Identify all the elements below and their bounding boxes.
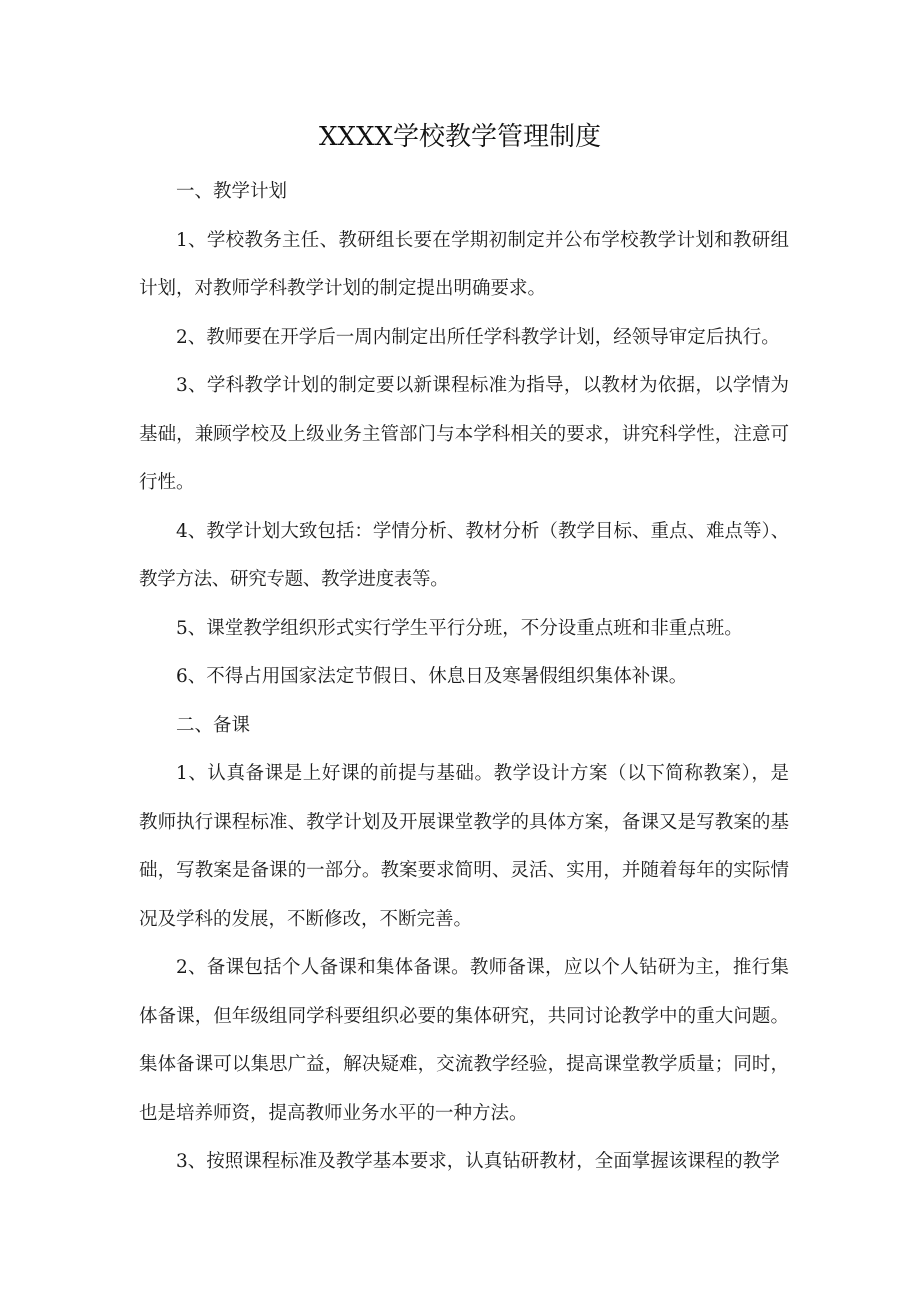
paragraph: 1、认真备课是上好课的前提与基础。教学设计方案（以下简称教案），是教师执行课程标准、教学计划及开展课堂教学的具体方案，备课又是写教案的基础，写教案是备课的一部分。教案要求简明、灵活、实用，并随着每年的实际情况及学科的发展，不断修改，不断完善。 xyxy=(139,763,789,930)
paragraph: 1、学校教务主任、教研组长要在学期初制定并公布学校教学计划和教研组计划，对教师学科教学计划的制定提出明确要求。 xyxy=(139,229,789,299)
section-heading: 一、教学计划 xyxy=(176,181,288,202)
paragraph: 3、学科教学计划的制定要以新课程标准为指导，以教材为依据，以学情为基础，兼顾学校及上级业务主管部门与本学科相关的要求，讲究科学性，注意可行性。 xyxy=(139,375,789,493)
paragraph: 4、教学计划大致包括：学情分析、教材分析（教学目标、重点、难点等）、教学方法、研究专题、教学进度表等。 xyxy=(139,520,789,590)
paragraph: 2、教师要在开学后一周内制定出所任学科教学计划，经领导审定后执行。 xyxy=(176,326,780,348)
paragraph: 5、课堂教学组织形式实行学生平行分班，不分设重点班和非重点班。 xyxy=(176,617,743,639)
paragraph: 3、按照课程标准及教学基本要求，认真钻研教材，全面掌握该课程的教学 xyxy=(176,1151,780,1172)
document-body xyxy=(139,168,789,1187)
paragraph: 2、备课包括个人备课和集体备课。教师备课，应以个人钻研为主，推行集体备课，但年级组同学科要组织必要的集体研究，共同讨论教学中的重大问题。集体备课可以集思广益，解决疑难，交流教学经验，提高课堂教学质量；同时，也是培养师资，提高教师业务水平的一种方法。 xyxy=(139,957,789,1124)
paragraph: 6、不得占用国家法定节假日、休息日及寒暑假组织集体补课。 xyxy=(176,666,688,687)
document-title: XXXX学校教学管理制度 xyxy=(318,122,602,152)
section-heading: 二、备课 xyxy=(176,714,251,736)
